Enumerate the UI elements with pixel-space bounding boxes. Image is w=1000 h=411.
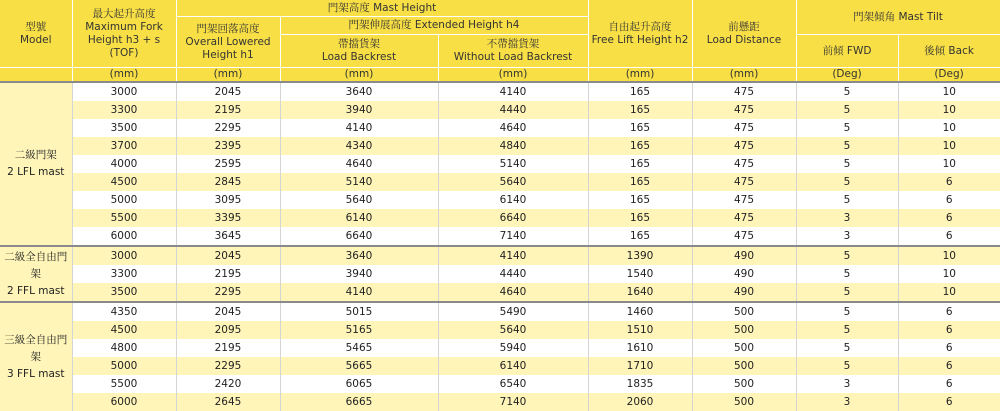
table-cell: 475 [692, 209, 796, 227]
table-row [0, 191, 1000, 209]
table-cell: 3640 [280, 246, 438, 265]
table-cell: 6 [898, 302, 1000, 321]
table-cell: 5490 [438, 302, 588, 321]
table-cell: 6000 [72, 393, 176, 411]
table-cell: 4840 [438, 137, 588, 155]
without-backrest-en: Without Load Backrest [453, 51, 573, 63]
table-row [0, 357, 1000, 375]
free-lift-en: Free Lift Height h2 [591, 33, 689, 46]
table-cell: 475 [692, 227, 796, 246]
max-fork-height-header [72, 0, 176, 68]
table-cell: 6540 [438, 375, 588, 393]
table-cell: 1835 [588, 375, 692, 393]
table-cell: 5 [796, 191, 898, 209]
table-cell: 1640 [588, 283, 692, 302]
table-cell: 2845 [176, 173, 280, 191]
table-cell: 500 [692, 393, 796, 411]
table-cell: 10 [942, 268, 956, 280]
table-row [0, 393, 1000, 411]
model-cell [0, 246, 72, 302]
model-name-en: 3 FFL mast [6, 367, 65, 380]
table-cell: 3640 [280, 82, 438, 101]
table-cell: 2195 [176, 265, 280, 283]
table-cell: 3500 [72, 119, 176, 137]
table-row [0, 227, 1000, 246]
mast-tilt-header: 門架傾角 Mast Tilt [796, 0, 1000, 35]
table-cell: 7140 [438, 393, 588, 411]
table-cell: 3 [796, 209, 898, 227]
table-cell: 6 [898, 321, 1000, 339]
table-cell: 4140 [438, 246, 588, 265]
model-header [0, 0, 72, 68]
table-cell: 5 [796, 101, 898, 119]
table-cell: 165 [588, 82, 692, 101]
unit-without-backrest: (mm) [438, 68, 588, 83]
table-cell: 4500 [72, 173, 176, 191]
table-cell: 500 [692, 321, 796, 339]
tilt-fwd-header: 前傾 FWD [796, 35, 898, 68]
table-row [0, 209, 1000, 227]
overall-lowered-cn: 門架回落高度 [196, 22, 260, 35]
without-backrest-cn: 不帶擋貨架 [486, 38, 540, 50]
table-row [0, 137, 1000, 155]
table-cell: 4000 [72, 155, 176, 173]
table-row [0, 119, 1000, 137]
table-cell: 5140 [280, 173, 438, 191]
table-cell: 2645 [176, 393, 280, 411]
table-cell: 2295 [176, 357, 280, 375]
table-cell: 5 [796, 246, 898, 265]
table-cell: 4140 [280, 283, 438, 302]
table-cell: 475 [692, 137, 796, 155]
table-cell: 490 [692, 246, 796, 265]
table-cell: 6065 [280, 375, 438, 393]
table-cell: 475 [692, 191, 796, 209]
free-lift-header [588, 0, 692, 68]
table-cell: 4640 [280, 155, 438, 173]
table-cell: 3095 [176, 191, 280, 209]
max-fork-height-en2: Height h3 + s (TOF) [87, 33, 161, 59]
table-row [0, 375, 1000, 393]
table-cell: 2045 [176, 82, 280, 101]
table-cell: 5665 [280, 357, 438, 375]
table-cell: 5000 [72, 357, 176, 375]
table-cell: 5 [796, 283, 898, 302]
table-cell: 1540 [588, 265, 692, 283]
with-backrest-en: Load Backrest [321, 51, 397, 63]
table-cell: 10 [898, 137, 1000, 155]
table-cell: 10 [898, 82, 1000, 101]
table-cell: 2095 [176, 321, 280, 339]
table-row [0, 265, 1000, 283]
table-cell: 5 [796, 357, 898, 375]
table-cell: 5140 [438, 155, 588, 173]
model-name-cn: 二級門架 [14, 149, 57, 161]
unit-overall-lowered: (mm) [176, 68, 280, 83]
table-cell: 475 [692, 82, 796, 101]
table-cell: 6640 [438, 209, 588, 227]
model-cell [0, 302, 72, 411]
overall-lowered-en2: Height h1 [202, 48, 254, 61]
table-cell: 5465 [280, 339, 438, 357]
table-cell: 5640 [438, 321, 588, 339]
tilt-back-header: 後傾 Back [898, 35, 1000, 68]
table-cell: 3300 [72, 101, 176, 119]
unit-max-fork-height: (mm) [72, 68, 176, 83]
table-cell: 165 [588, 227, 692, 246]
model-name-en: 2 FFL mast [6, 284, 65, 297]
table-cell: 7140 [438, 227, 588, 246]
table-cell: 6 [945, 230, 953, 242]
table-cell: 4640 [438, 283, 588, 302]
table-cell: 4440 [438, 101, 588, 119]
model-header-en: Model [19, 33, 52, 46]
table-row [0, 246, 1000, 265]
table-cell: 6000 [72, 227, 176, 246]
table-row [0, 302, 1000, 321]
model-name-cn: 三級全自由門架 [4, 333, 68, 363]
table-row [0, 101, 1000, 119]
table-cell: 6 [898, 209, 1000, 227]
units-model-cell [0, 68, 72, 83]
table-cell: 500 [692, 375, 796, 393]
table-cell: 5015 [280, 302, 438, 321]
spec-table-body [0, 82, 1000, 411]
table-cell: 2595 [176, 155, 280, 173]
table-cell: 490 [692, 283, 796, 302]
table-cell: 4440 [438, 265, 588, 283]
load-distance-cn: 前懸距 [728, 20, 760, 33]
table-cell: 2195 [176, 339, 280, 357]
table-cell: 4800 [72, 339, 176, 357]
table-cell: 10 [942, 122, 956, 134]
table-cell: 165 [588, 119, 692, 137]
table-cell: 6140 [438, 191, 588, 209]
table-cell: 6665 [280, 393, 438, 411]
model-name-cn: 二級全自由門架 [4, 250, 68, 280]
extended-height-header: 門架伸展高度 Extended Height h4 [280, 17, 588, 35]
table-cell: 4340 [280, 137, 438, 155]
table-cell: 2195 [176, 101, 280, 119]
unit-tilt-fwd: (Deg) [796, 68, 898, 83]
table-cell: 3700 [72, 137, 176, 155]
table-cell: 5 [796, 155, 898, 173]
table-row [0, 321, 1000, 339]
table-cell: 10 [898, 283, 1000, 302]
table-cell: 10 [898, 246, 1000, 265]
table-cell: 6 [945, 194, 953, 206]
model-cell [0, 82, 72, 246]
table-cell: 475 [692, 101, 796, 119]
mast-height-header: 門架高度 Mast Height [176, 0, 588, 17]
max-fork-height-cn: 最大起升高度 [92, 7, 156, 20]
free-lift-cn: 自由起升高度 [608, 20, 672, 33]
table-cell: 1610 [588, 339, 692, 357]
table-cell: 5500 [72, 209, 176, 227]
table-cell: 5 [796, 173, 898, 191]
table-cell: 6 [945, 378, 953, 390]
table-row [0, 82, 1000, 101]
table-cell: 5 [796, 265, 898, 283]
table-row [0, 155, 1000, 173]
with-backrest-cn: 帶擋貨架 [338, 38, 380, 50]
table-cell: 5 [796, 119, 898, 137]
table-cell: 500 [692, 302, 796, 321]
table-row [0, 173, 1000, 191]
table-cell: 500 [692, 339, 796, 357]
table-cell: 2395 [176, 137, 280, 155]
table-cell: 10 [898, 101, 1000, 119]
table-cell: 6 [898, 173, 1000, 191]
table-cell: 6 [898, 393, 1000, 411]
unit-tilt-back: (Deg) [898, 68, 1000, 83]
table-cell: 6140 [438, 357, 588, 375]
load-distance-en: Load Distance [706, 33, 782, 46]
table-cell: 3 [796, 375, 898, 393]
table-cell: 2045 [176, 302, 280, 321]
table-cell: 5500 [72, 375, 176, 393]
table-cell: 4350 [72, 302, 176, 321]
table-cell: 165 [588, 101, 692, 119]
table-cell: 4140 [438, 82, 588, 101]
table-cell: 4140 [280, 119, 438, 137]
table-cell: 5640 [438, 173, 588, 191]
with-backrest-header [280, 35, 438, 68]
table-cell: 3300 [72, 265, 176, 283]
table-cell: 165 [588, 173, 692, 191]
max-fork-height-en1: Maximum Fork [85, 20, 163, 33]
table-cell: 2295 [176, 283, 280, 302]
unit-free-lift: (mm) [588, 68, 692, 83]
table-cell: 3500 [72, 283, 176, 302]
table-cell: 10 [942, 158, 956, 170]
table-cell: 5000 [72, 191, 176, 209]
unit-load-distance: (mm) [692, 68, 796, 83]
table-cell: 165 [588, 209, 692, 227]
table-cell: 6140 [280, 209, 438, 227]
table-cell: 1460 [588, 302, 692, 321]
overall-lowered-en1: Overall Lowered [185, 35, 271, 48]
table-cell: 3000 [72, 82, 176, 101]
table-cell: 5165 [280, 321, 438, 339]
table-cell: 5640 [280, 191, 438, 209]
model-name-en: 2 LFL mast [7, 166, 65, 178]
table-cell: 475 [692, 119, 796, 137]
table-cell: 2060 [588, 393, 692, 411]
table-cell: 165 [588, 155, 692, 173]
without-backrest-header [438, 35, 588, 68]
table-cell: 1510 [588, 321, 692, 339]
table-cell: 2045 [176, 246, 280, 265]
table-cell: 4640 [438, 119, 588, 137]
table-cell: 165 [588, 137, 692, 155]
table-cell: 475 [692, 173, 796, 191]
table-cell: 6 [945, 342, 953, 354]
table-cell: 475 [692, 155, 796, 173]
table-row [0, 283, 1000, 302]
table-cell: 5 [796, 321, 898, 339]
table-cell: 3940 [280, 101, 438, 119]
overall-lowered-header [176, 17, 280, 68]
table-cell: 500 [692, 357, 796, 375]
table-cell: 3395 [176, 209, 280, 227]
table-cell: 3 [796, 393, 898, 411]
table-cell: 490 [692, 265, 796, 283]
table-cell: 2295 [176, 119, 280, 137]
table-cell: 6 [898, 357, 1000, 375]
table-cell: 5 [796, 339, 898, 357]
model-header-cn: 型號 [25, 20, 47, 33]
table-cell: 1390 [588, 246, 692, 265]
table-cell: 3 [796, 227, 898, 246]
table-cell: 2420 [176, 375, 280, 393]
table-row [0, 339, 1000, 357]
table-cell: 5 [796, 137, 898, 155]
table-cell: 165 [588, 191, 692, 209]
table-cell: 3000 [72, 246, 176, 265]
table-cell: 4500 [72, 321, 176, 339]
table-cell: 3940 [280, 265, 438, 283]
table-cell: 3645 [176, 227, 280, 246]
table-cell: 5940 [438, 339, 588, 357]
table-cell: 5 [796, 82, 898, 101]
table-cell: 5 [796, 302, 898, 321]
unit-with-backrest: (mm) [280, 68, 438, 83]
table-cell: 6640 [280, 227, 438, 246]
table-cell: 1710 [588, 357, 692, 375]
load-distance-header [692, 0, 796, 68]
